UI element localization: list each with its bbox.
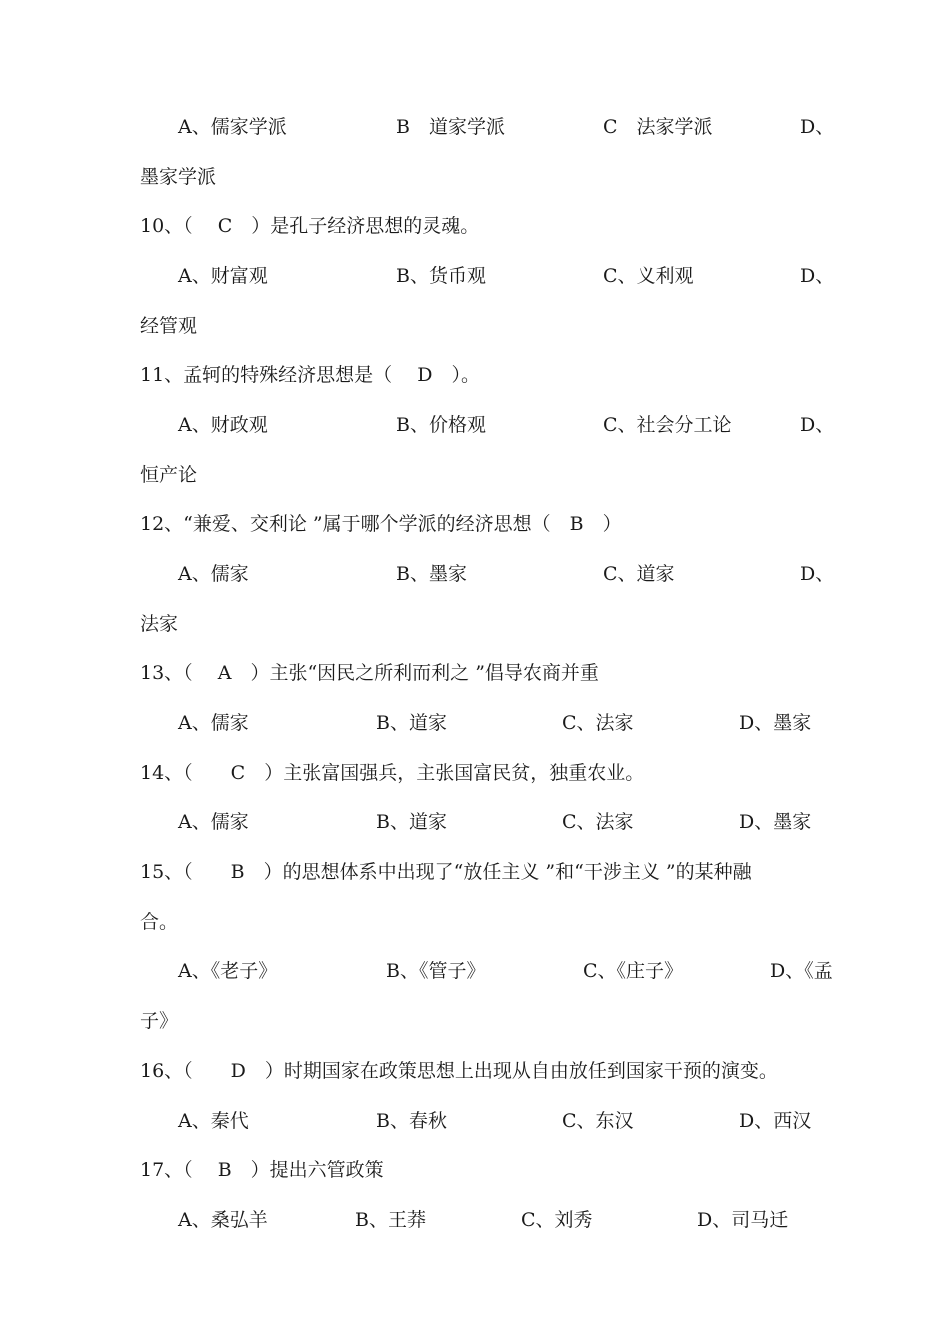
q17-option-c: C、刘秀	[521, 1209, 593, 1231]
q13-option-d: D、墨家	[739, 712, 812, 734]
q14-question: 14、（ C ）主张富国强兵，主张国富民贫，独重农业。	[140, 762, 645, 784]
q14-option-c: C、法家	[562, 811, 634, 833]
q14-option-a: A、儒家	[178, 811, 249, 833]
q15-option-c: C、《庄子》	[583, 960, 684, 982]
q10-option-c: C、义利观	[603, 265, 694, 287]
q11-option-d-wrap: 恒产论	[140, 464, 198, 486]
q17-option-a: A、桑弘羊	[178, 1209, 268, 1231]
q16-option-a: A、秦代	[178, 1110, 249, 1132]
q10-option-d-wrap: 经管观	[140, 315, 198, 337]
q11-option-a: A、财政观	[178, 414, 268, 436]
q10-option-d: D、	[800, 265, 835, 287]
q15-option-d: D、《孟	[770, 960, 833, 982]
q12-option-a: A、儒家	[178, 563, 249, 585]
q11-option-b: B、价格观	[396, 414, 486, 436]
q10-option-a: A、财富观	[178, 265, 268, 287]
q12-option-c: C、道家	[603, 563, 675, 585]
q17-option-b: B、王莽	[355, 1209, 426, 1231]
q16-question: 16、（ D ）时期国家在政策思想上出现从自由放任到国家干预的演变。	[140, 1060, 778, 1082]
q13-option-b: B、道家	[376, 712, 447, 734]
q10-question: 10、（ C ）是孔子经济思想的灵魂。	[140, 215, 480, 237]
q15-option-a: A、《老子》	[178, 960, 278, 982]
q15-question: 15、（ B ）的思想体系中出现了“放任主义 ”和“干涉主义 ”的某种融	[140, 861, 752, 883]
q15-option-b: B、《管子》	[386, 960, 486, 982]
q15-option-d-wrap: 子》	[140, 1010, 179, 1032]
q13-option-c: C、法家	[562, 712, 634, 734]
q10-option-b: B、货币观	[396, 265, 486, 287]
q9-option-a: A、儒家学派	[178, 116, 287, 138]
q11-question: 11、孟轲的特殊经济思想是（ D ）。	[140, 364, 480, 386]
q9-option-c: C 法家学派	[603, 116, 713, 138]
q12-option-d: D、	[800, 563, 835, 585]
q9-option-d-wrap: 墨家学派	[140, 166, 217, 188]
q14-option-b: B、道家	[376, 811, 447, 833]
q16-option-d: D、西汉	[739, 1110, 812, 1132]
q12-option-b: B、墨家	[396, 563, 467, 585]
q15-question-wrap: 合。	[140, 911, 179, 933]
q12-question: 12、“兼爱、交利论 ”属于哪个学派的经济思想（ B ）	[140, 513, 622, 535]
q17-option-d: D、司马迁	[697, 1209, 789, 1231]
q16-option-c: C、东汉	[562, 1110, 634, 1132]
q11-option-d: D、	[800, 414, 835, 436]
q9-option-b: B 道家学派	[396, 116, 505, 138]
q13-option-a: A、儒家	[178, 712, 249, 734]
q17-question: 17、（ B ）提出六管政策	[140, 1159, 384, 1181]
q9-option-d: D、	[800, 116, 835, 138]
q13-question: 13、（ A ）主张“因民之所利而利之 ”倡导农商并重	[140, 662, 599, 684]
q11-option-c: C、社会分工论	[603, 414, 732, 436]
q12-option-d-wrap: 法家	[140, 613, 179, 635]
q16-option-b: B、春秋	[376, 1110, 447, 1132]
q14-option-d: D、墨家	[739, 811, 812, 833]
